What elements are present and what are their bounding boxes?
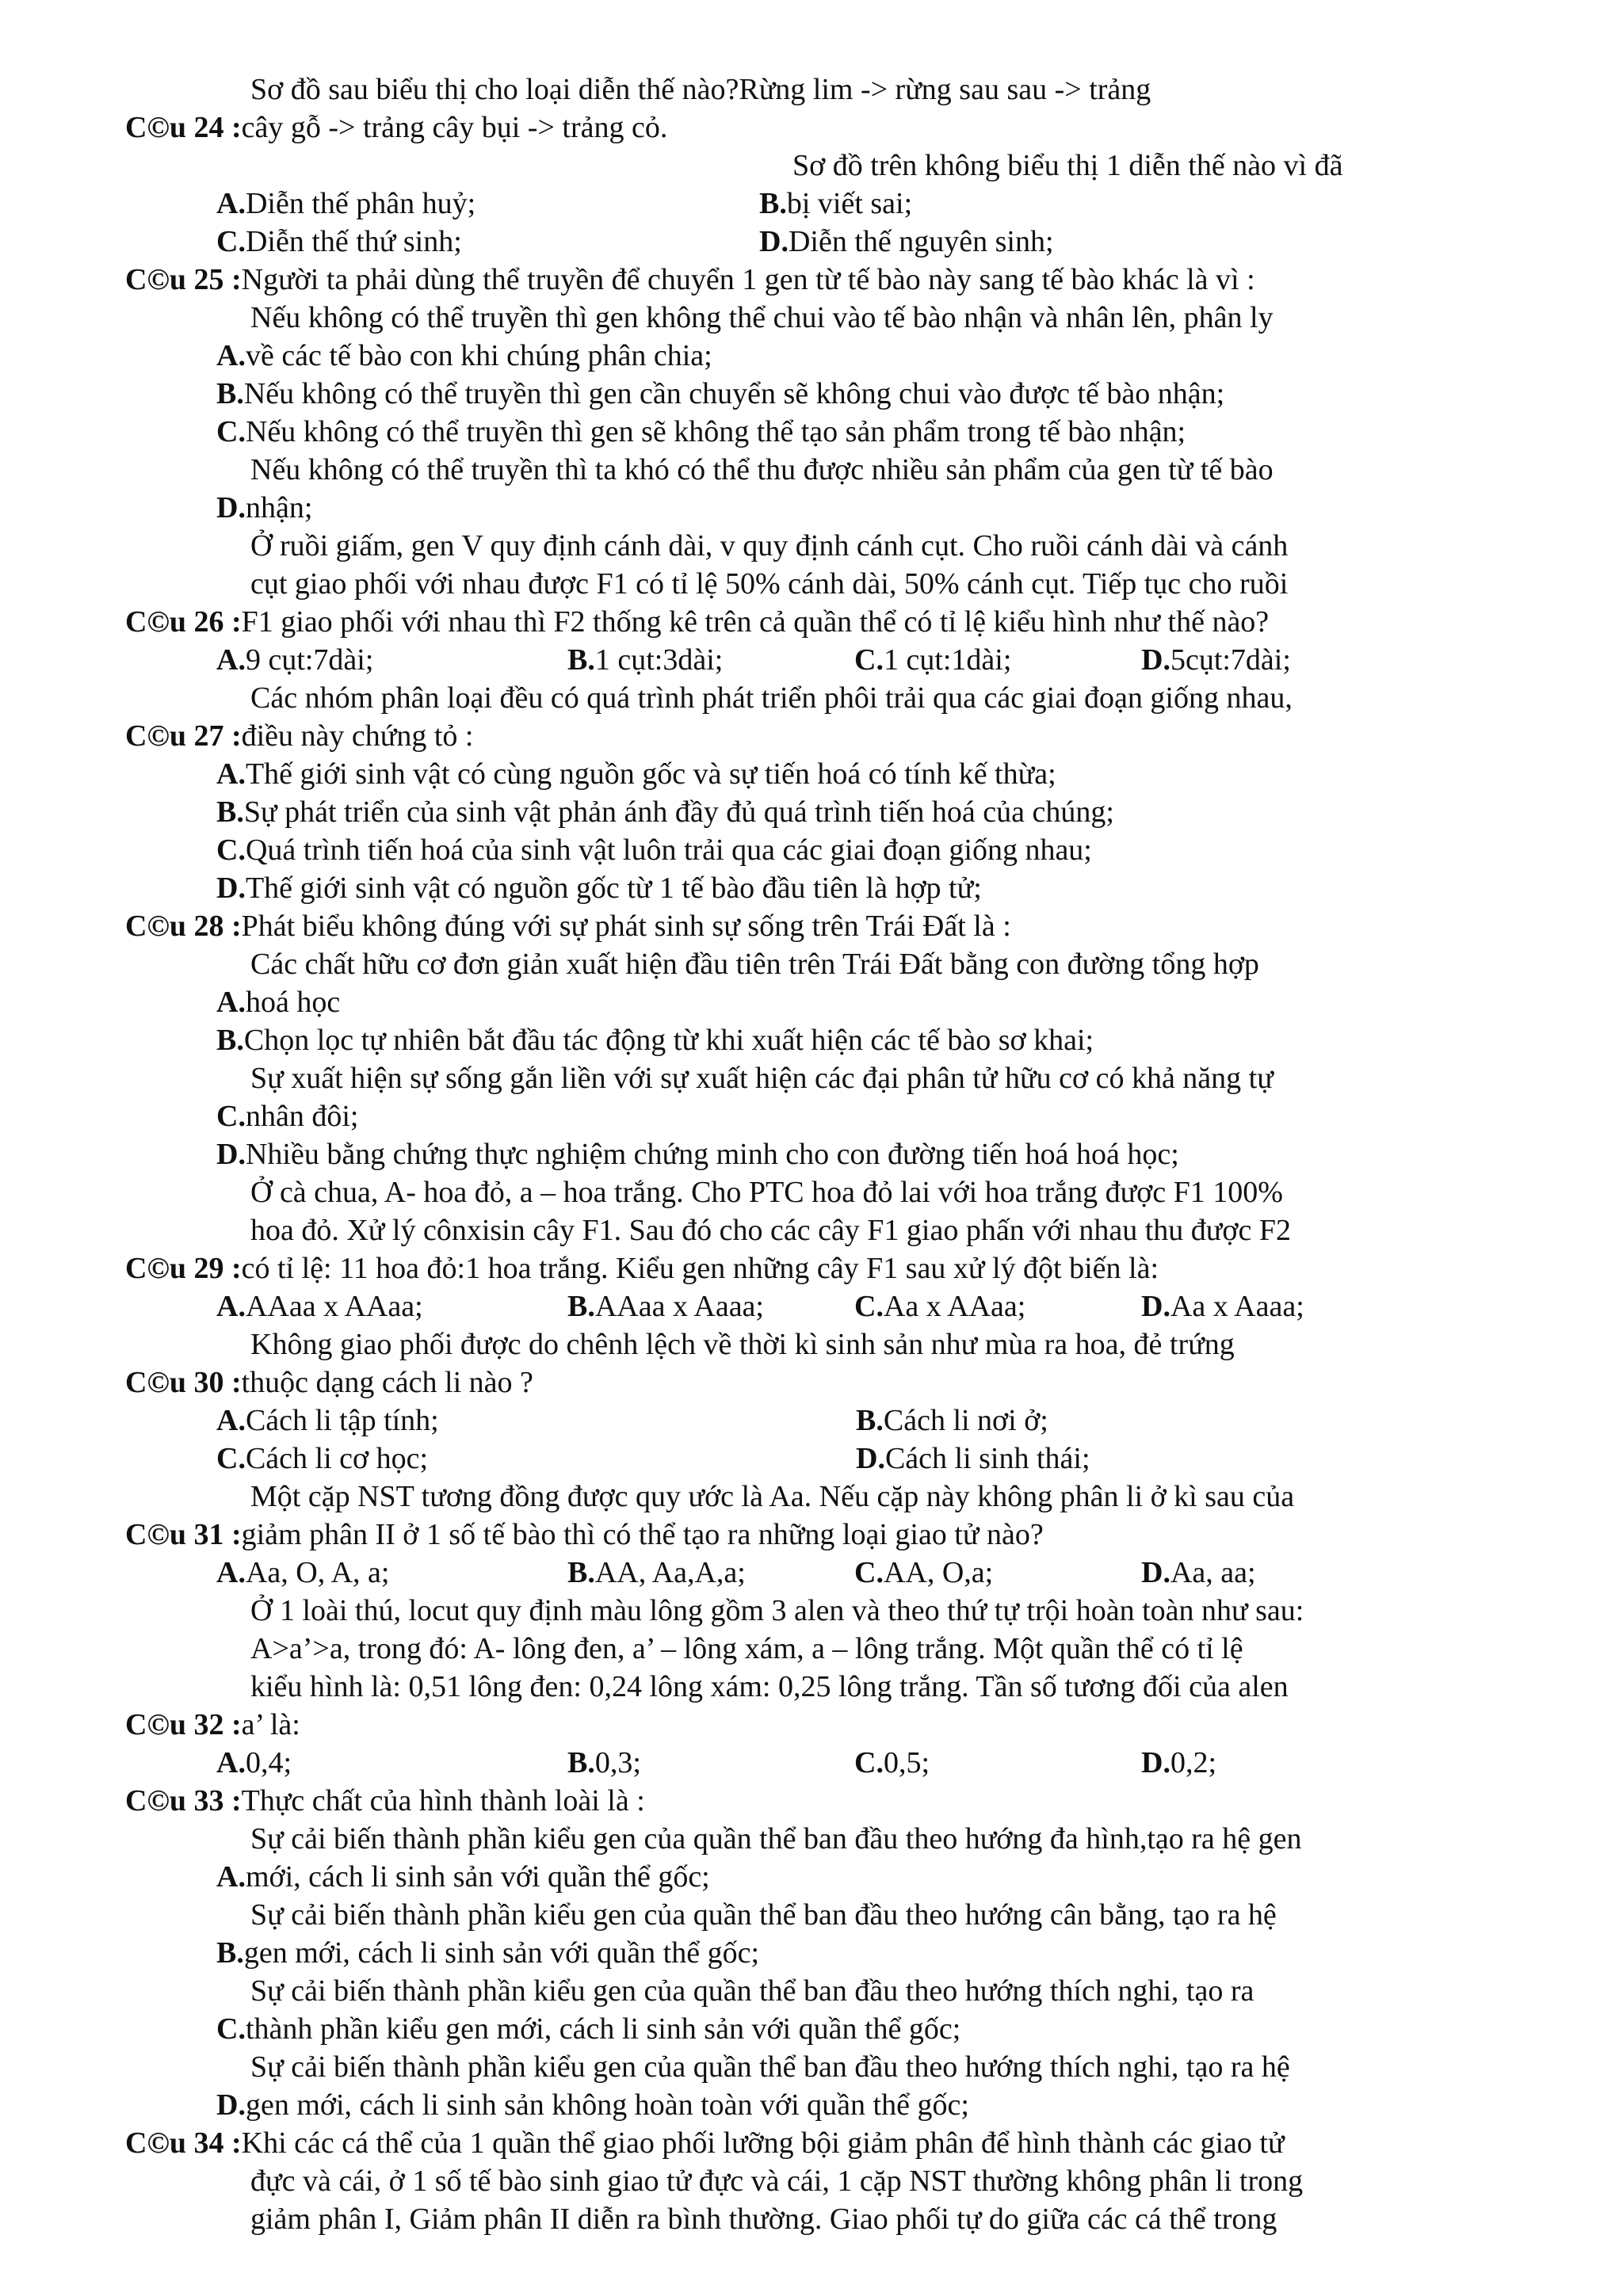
text-line: Các chất hữu cơ đơn giản xuất hiện đầu tiên trên Trái Đất bằng con đường tổng hợp	[250, 948, 1259, 981]
text-line: Nếu không có thể truyền thì ta khó có thể thu được nhiều sản phẩm của gen từ tế bào	[250, 453, 1274, 486]
text-line: giảm phân I, Giảm phân II diễn ra bình thường. Giao phối tự do giữa các cá thể trong	[250, 2203, 1277, 2236]
option-a: A.về các tế bào con khi chúng phân chia;	[216, 339, 712, 372]
option-c: C.thành phần kiểu gen mới, cách li sinh sản với quần thể gốc;	[216, 2012, 961, 2046]
text-line: Ở 1 loài thú, locut quy định màu lông gồm 3 alen và theo thứ tự trội hoàn toàn như sau:	[250, 1594, 1304, 1627]
text-line: Sự cải biến thành phần kiểu gen của quần thể ban đầu theo hướng cân bằng, tạo ra hệ	[250, 1898, 1277, 1932]
option-b: B.gen mới, cách li sinh sản với quần thể gốc;	[216, 1936, 760, 1970]
option-d: D.Cách li sinh thái;	[856, 1442, 1090, 1475]
question-line: C©u 29 :có tỉ lệ: 11 hoa đỏ:1 hoa trắng. Kiểu gen những cây F1 sau xử lý đột biến là:	[125, 1252, 1159, 1285]
option-a: A.0,4;	[216, 1746, 292, 1779]
text-line: Sự xuất hiện sự sống gắn liền với sự xuất hiện các đại phân tử hữu cơ có khả năng tự	[250, 1062, 1274, 1095]
question-line: C©u 27 :điều này chứng tỏ :	[125, 719, 474, 753]
option-b: B.bị viết sai;	[759, 187, 913, 220]
text-line: Một cặp NST tương đồng được quy ước là Aa. Nếu cặp này không phân li ở kì sau của	[250, 1480, 1295, 1513]
option-a: A.Cách li tập tính;	[216, 1404, 439, 1437]
option-b: B.Cách li nơi ở;	[856, 1404, 1048, 1437]
question-number: C©u 32 :	[125, 1708, 242, 1741]
text-line: Sự cải biến thành phần kiểu gen của quần thể ban đầu theo hướng đa hình,tạo ra hệ gen	[250, 1822, 1302, 1855]
text-line: Không giao phối được do chênh lệch về thời kì sinh sản như mùa ra hoa, đẻ trứng	[250, 1328, 1235, 1361]
option-a: A.mới, cách li sinh sản với quần thể gốc;	[216, 1860, 710, 1894]
text-line: đực và cái, ở 1 số tế bào sinh giao tử đực và cái, 1 cặp NST thường không phân li trong	[250, 2164, 1304, 2198]
question-number: C©u 26 :	[125, 605, 242, 639]
question-number: C©u 34 :	[125, 2126, 242, 2160]
option-c: C.AA, O,a;	[854, 1556, 994, 1589]
option-d: D.Aa, aa;	[1141, 1556, 1256, 1589]
option-b: B.Sự phát triển của sinh vật phản ánh đầy đủ quá trình tiến hoá của chúng;	[216, 795, 1114, 829]
question-number: C©u 27 :	[125, 719, 242, 753]
text-line: Các nhóm phân loại đều có quá trình phát triển phôi trải qua các giai đoạn giống nhau,	[250, 681, 1293, 715]
option-d: D.Thế giới sinh vật có nguồn gốc từ 1 tế bào đầu tiên là hợp tử;	[216, 871, 982, 905]
question-line: C©u 25 :Người ta phải dùng thể truyền để chuyển 1 gen từ tế bào này sang tế bào khác là vì :	[125, 263, 1255, 296]
text-line: Sơ đồ trên không biểu thị 1 diễn thế nào vì đã	[792, 149, 1343, 182]
option-c: C.Diễn thế thứ sinh;	[216, 225, 462, 258]
question-line: C©u 33 :Thực chất của hình thành loài là :	[125, 1784, 645, 1817]
option-b: B.0,3;	[567, 1746, 641, 1779]
text-line: Sơ đồ sau biểu thị cho loại diễn thế nào?Rừng lim -> rừng sau sau -> trảng	[250, 73, 1151, 106]
option-b: B.Nếu không có thể truyền thì gen cần chuyển sẽ không chui vào được tế bào nhận;	[216, 377, 1225, 410]
option-d: D.Diễn thế nguyên sinh;	[759, 225, 1054, 258]
option-a: A.hoá học	[216, 986, 341, 1019]
question-number: C©u 30 :	[125, 1366, 242, 1399]
question-number: C©u 24 :	[125, 111, 242, 144]
text-line: hoa đỏ. Xử lý cônxisin cây F1. Sau đó cho các cây F1 giao phấn với nhau thu được F2	[250, 1214, 1291, 1247]
text-line: Ở ruồi giấm, gen V quy định cánh dài, v quy định cánh cụt. Cho ruồi cánh dài và cánh	[250, 529, 1289, 563]
option-a: A.Thế giới sinh vật có cùng nguồn gốc và sự tiến hoá có tính kế thừa;	[216, 757, 1056, 791]
text-line: Nếu không có thể truyền thì gen không thể chui vào tế bào nhận và nhân lên, phân ly	[250, 301, 1274, 334]
text-line: Sự cải biến thành phần kiểu gen của quần thể ban đầu theo hướng thích nghi, tạo ra	[250, 1974, 1254, 2008]
option-b: B.1 cụt:3dài;	[567, 643, 724, 677]
option-c: C.Aa x AAaa;	[854, 1290, 1026, 1323]
question-line: C©u 26 :F1 giao phối với nhau thì F2 thống kê trên cả quần thể có tỉ lệ kiểu hình như thế nào?	[125, 605, 1270, 639]
option-b: B.AA, Aa,A,a;	[567, 1556, 746, 1589]
text-line: cụt giao phối với nhau được F1 có tỉ lệ 50% cánh dài, 50% cánh cụt. Tiếp tục cho ruồi	[250, 567, 1289, 601]
question-line: C©u 31 :giảm phân II ở 1 số tế bào thì có thể tạo ra những loại giao tử nào?	[125, 1518, 1044, 1551]
question-number: C©u 31 :	[125, 1518, 242, 1551]
option-c: C.1 cụt:1dài;	[854, 643, 1012, 677]
question-number: C©u 33 :	[125, 1784, 242, 1817]
option-a: A.9 cụt:7dài;	[216, 643, 374, 677]
question-line: C©u 30 :thuộc dạng cách li nào ?	[125, 1366, 533, 1399]
option-d: D.Nhiều bằng chứng thực nghiệm chứng minh cho con đường tiến hoá hoá học;	[216, 1138, 1179, 1171]
text-line: kiểu hình là: 0,51 lông đen: 0,24 lông xám: 0,25 lông trắng. Tần số tương đối của alen	[250, 1670, 1289, 1703]
option-a: A.AAaa x AAaa;	[216, 1290, 423, 1323]
option-b: B.Chọn lọc tự nhiên bắt đầu tác động từ khi xuất hiện các tế bào sơ khai;	[216, 1024, 1094, 1057]
question-line: C©u 24 :cây gỗ -> trảng cây bụi -> trảng cỏ.	[125, 111, 668, 144]
question-line: C©u 32 :a’ là:	[125, 1708, 300, 1741]
option-c: C.nhân đôi;	[216, 1100, 359, 1133]
option-a: A.Diễn thế phân huỷ;	[216, 187, 476, 220]
text-line: Ở cà chua, A- hoa đỏ, a – hoa trắng. Cho PTC hoa đỏ lai với hoa trắng được F1 100%	[250, 1176, 1283, 1209]
option-d: D.nhận;	[216, 491, 313, 524]
option-c: C.Quá trình tiến hoá của sinh vật luôn trải qua các giai đoạn giống nhau;	[216, 833, 1092, 867]
option-a: A.Aa, O, A, a;	[216, 1556, 390, 1589]
option-c: C.Cách li cơ học;	[216, 1442, 429, 1475]
question-number: C©u 28 :	[125, 910, 242, 943]
question-number: C©u 25 :	[125, 263, 242, 296]
question-number: C©u 29 :	[125, 1252, 242, 1285]
question-line: C©u 34 :Khi các cá thể của 1 quần thể giao phối lưỡng bội giảm phân để hình thành các giao tử	[125, 2126, 1285, 2160]
option-d: D.Aa x Aaaa;	[1141, 1290, 1304, 1323]
option-d: D.5cụt:7dài;	[1141, 643, 1291, 677]
text-line: Sự cải biến thành phần kiểu gen của quần thể ban đầu theo hướng thích nghi, tạo ra hệ	[250, 2050, 1290, 2084]
option-d: D.0,2;	[1141, 1746, 1217, 1779]
question-line: C©u 28 :Phát biểu không đúng với sự phát sinh sự sống trên Trái Đất là :	[125, 910, 1011, 943]
option-b: B.AAaa x Aaaa;	[567, 1290, 764, 1323]
option-c: C.Nếu không có thể truyền thì gen sẽ không thể tạo sản phẩm trong tế bào nhận;	[216, 415, 1186, 448]
option-c: C.0,5;	[854, 1746, 930, 1779]
text-line: A>a’>a, trong đó: A- lông đen, a’ – lông xám, a – lông trắng. Một quần thể có tỉ lệ	[250, 1632, 1243, 1665]
option-d: D.gen mới, cách li sinh sản không hoàn toàn với quần thể gốc;	[216, 2088, 969, 2122]
